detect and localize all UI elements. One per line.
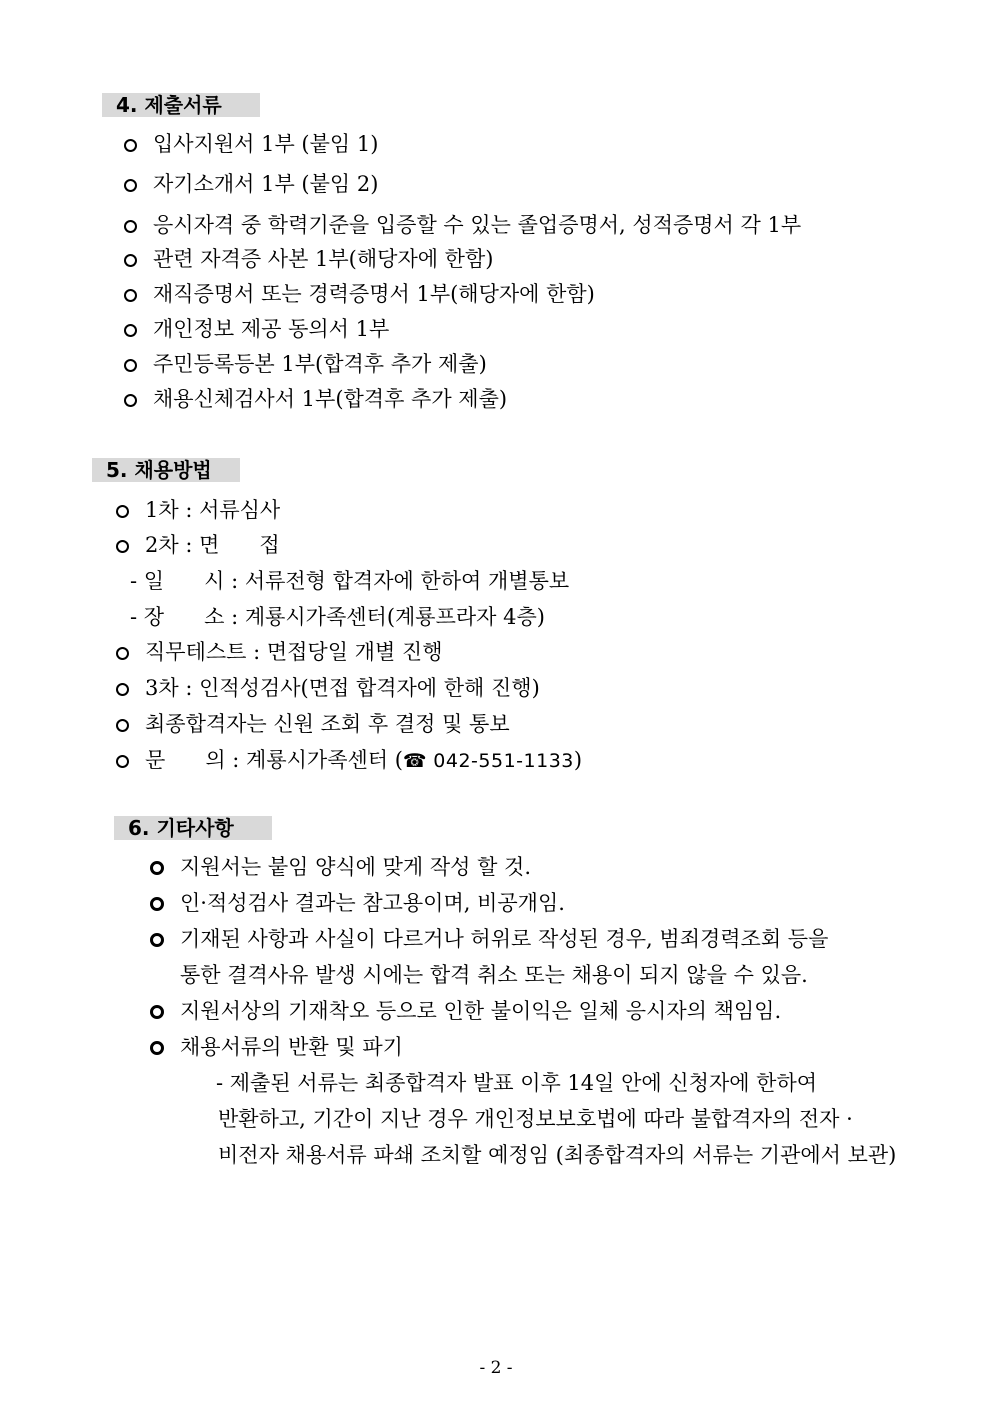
circle-bullet-icon <box>116 647 129 660</box>
circle-bullet-icon <box>124 179 137 192</box>
phone-icon: ☎ <box>402 750 427 772</box>
circle-bullet-icon <box>124 324 137 337</box>
circle-bullet-icon <box>150 861 164 875</box>
circle-bullet-icon <box>116 540 129 553</box>
list-item: 자기소개서 1부 (붙임 2) <box>124 170 378 198</box>
section-5-heading: 5. 채용방법 <box>92 458 240 482</box>
stage1-item: 1차 : 서류심사 <box>116 496 280 524</box>
circle-bullet-icon <box>150 1005 164 1019</box>
circle-bullet-icon <box>124 254 137 267</box>
circle-bullet-icon <box>150 1041 164 1055</box>
sub-item-continuation: 비전자 채용서류 파쇄 조치할 예정임 (최종합격자의 서류는 기관에서 보관) <box>218 1143 897 1167</box>
phone-number: 042-551-1133 <box>433 750 574 772</box>
list-item: 응시자격 중 학력기준을 입증할 수 있는 졸업증명서, 성적증명서 각 1부 <box>124 211 801 239</box>
list-item: 인·적성검사 결과는 참고용이며, 비공개임. <box>150 889 565 917</box>
sub-item-continuation: 반환하고, 기간이 지난 경우 개인정보보호법에 따라 불합격자의 전자 · <box>218 1107 853 1131</box>
job-test-item: 직무테스트 : 면접당일 개별 진행 <box>116 638 443 666</box>
list-item: 입사지원서 1부 (붙임 1) <box>124 130 378 158</box>
circle-bullet-icon <box>150 933 164 947</box>
circle-bullet-icon <box>116 755 129 768</box>
list-item: 채용서류의 반환 및 파기 <box>150 1033 403 1061</box>
stage2-place: - 장 소 : 계룡시가족센터(계룡프라자 4층) <box>130 605 545 629</box>
list-item: 주민등록등본 1부(합격후 추가 제출) <box>124 350 487 378</box>
circle-bullet-icon <box>150 897 164 911</box>
circle-bullet-icon <box>124 359 137 372</box>
stage3-item: 3차 : 인적성검사(면접 합격자에 한해 진행) <box>116 674 540 702</box>
section-4-heading: 4. 제출서류 <box>102 93 260 117</box>
list-item: 지원서는 붙임 양식에 맞게 작성 할 것. <box>150 853 531 881</box>
circle-bullet-icon <box>116 505 129 518</box>
circle-bullet-icon <box>116 683 129 696</box>
list-item: 개인정보 제공 동의서 1부 <box>124 315 389 343</box>
list-item: 관련 자격증 사본 1부(해당자에 한함) <box>124 245 493 273</box>
inquiry-item: 문 의 : 계룡시가족센터 (☎ 042-551-1133) <box>116 746 582 775</box>
stage2-time: - 일 시 : 서류전형 합격자에 한하여 개별통보 <box>130 569 570 593</box>
list-item-continuation: 통한 결격사유 발생 시에는 합격 취소 또는 채용이 되지 않을 수 있음. <box>180 963 808 987</box>
list-item: 기재된 사항과 사실이 다르거나 허위로 작성된 경우, 범죄경력조회 등을 <box>150 925 828 953</box>
sub-item: - 제출된 서류는 최종합격자 발표 이후 14일 안에 신청자에 한하여 <box>216 1071 818 1095</box>
list-item: 재직증명서 또는 경력증명서 1부(해당자에 한함) <box>124 280 595 308</box>
section-6-heading: 6. 기타사항 <box>114 816 272 840</box>
stage2-item: 2차 : 면 접 <box>116 531 280 559</box>
circle-bullet-icon <box>124 289 137 302</box>
circle-bullet-icon <box>124 139 137 152</box>
circle-bullet-icon <box>124 394 137 407</box>
circle-bullet-icon <box>116 719 129 732</box>
list-item: 채용신체검사서 1부(합격후 추가 제출) <box>124 385 507 413</box>
circle-bullet-icon <box>124 220 137 233</box>
list-item: 지원서상의 기재착오 등으로 인한 불이익은 일체 응시자의 책임임. <box>150 997 781 1025</box>
final-item: 최종합격자는 신원 조회 후 결정 및 통보 <box>116 710 510 738</box>
page-number: - 2 - <box>479 1358 513 1378</box>
